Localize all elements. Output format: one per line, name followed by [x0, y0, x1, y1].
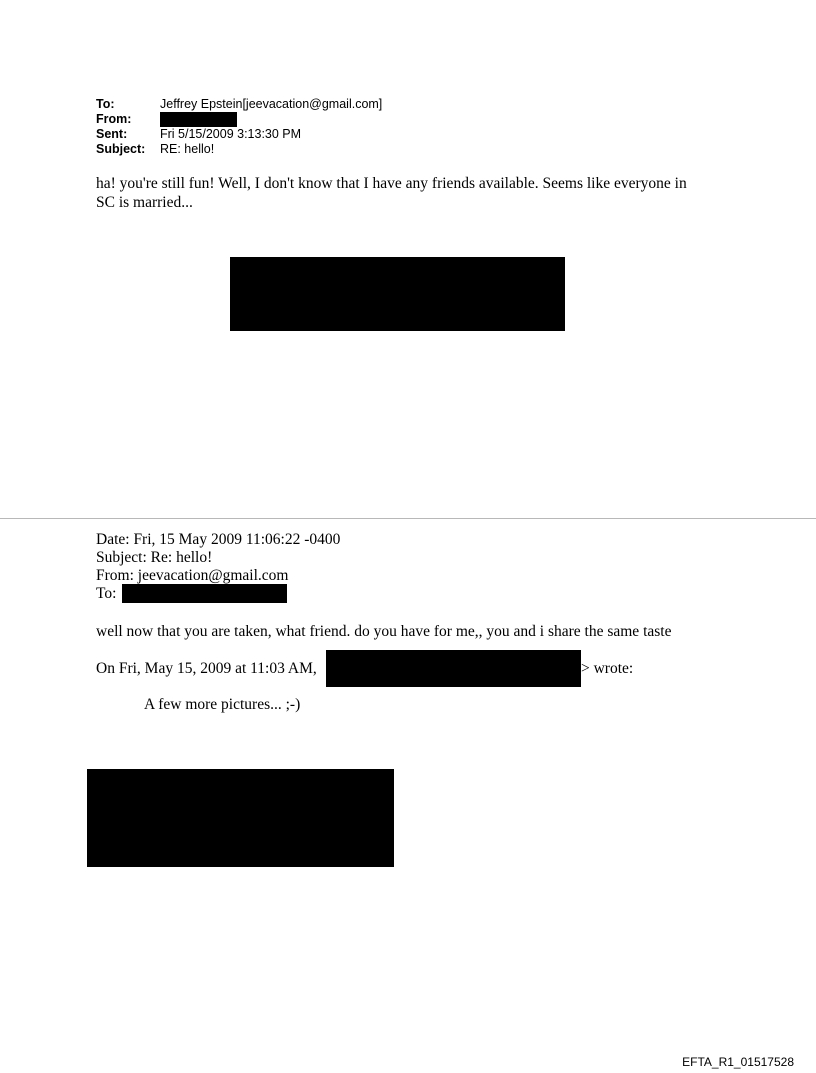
from-label: From: [96, 112, 132, 126]
quoted-from: From: jeevacation@gmail.com [96, 567, 289, 584]
on-wrote-suffix: > wrote: [581, 660, 634, 677]
quoted-subject: Subject: Re: hello! [96, 549, 213, 566]
redacted-image-2 [87, 769, 394, 867]
sent-label: Sent: [96, 127, 128, 141]
quoted-to-redaction [122, 584, 287, 603]
redacted-image-1 [230, 257, 565, 331]
reply-line-2: SC is married... [96, 194, 193, 211]
document-id: EFTA_R1_01517528 [682, 1055, 794, 1069]
reply-line-1: ha! you're still fun! Well, I don't know that I have any friends available. Seems like everyone in [96, 175, 687, 192]
subject-value: RE: hello! [160, 142, 215, 156]
subject-label: Subject: [96, 142, 146, 156]
quoted-date: Date: Fri, 15 May 2009 11:06:22 -0400 [96, 531, 341, 548]
quoted-to-label: To: [96, 585, 117, 602]
to-value: Jeffrey Epstein[jeevacation@gmail.com] [160, 97, 383, 111]
sender-redaction [326, 650, 581, 687]
nested-quote: A few more pictures... ;-) [144, 696, 301, 713]
page-divider [0, 518, 816, 519]
to-label: To: [96, 97, 115, 111]
sent-value: Fri 5/15/2009 3:13:30 PM [160, 127, 302, 141]
from-redaction [160, 112, 237, 127]
on-wrote-prefix: On Fri, May 15, 2009 at 11:03 AM, [96, 660, 317, 677]
quoted-message: well now that you are taken, what friend. do you have for me,, you and i share the same taste [96, 623, 672, 640]
